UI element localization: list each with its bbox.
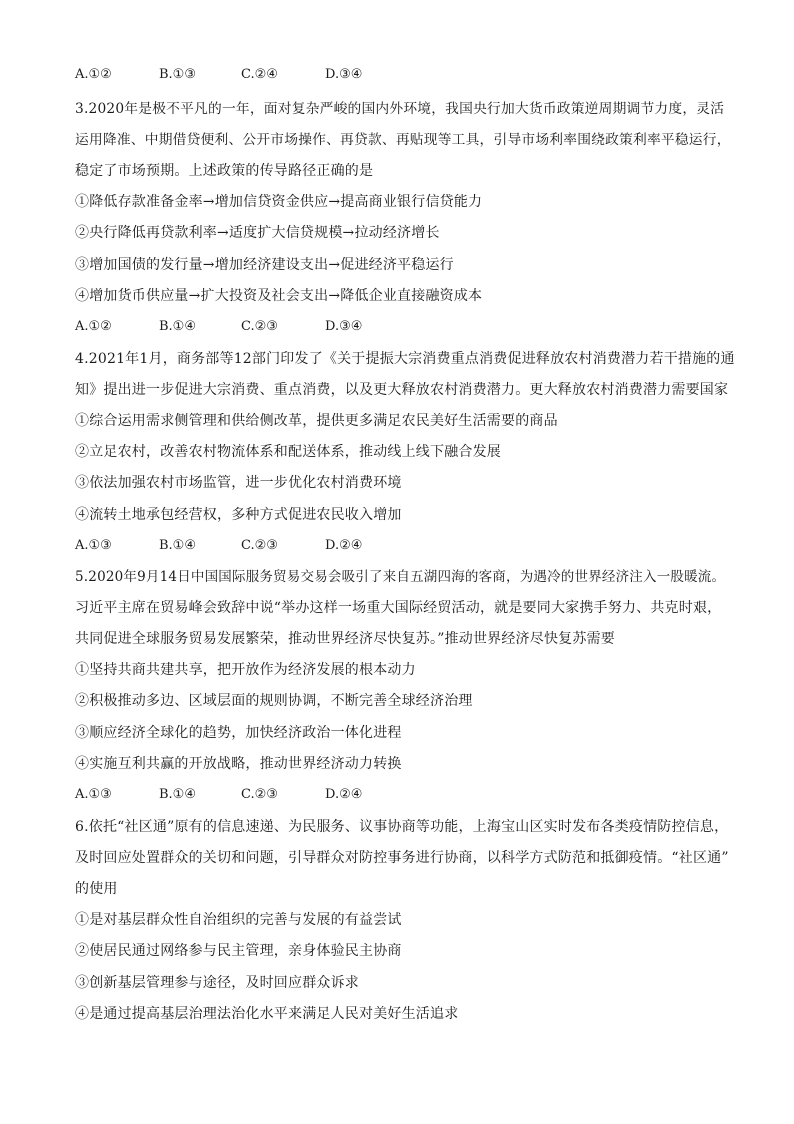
q3-stem-line-1: 3.2020年是极不平凡的一年，面对复杂严峻的国内外环境，我国央行加大货币政策逆周期调节力度，灵活 (75, 101, 725, 117)
q2-choices (75, 65, 475, 85)
q3-stem-line-2: 运用降准、中期借贷便利、公开市场操作、再贷款、再贴现等工具，引导市场利率围绕政策利率平稳运行， (75, 132, 731, 148)
q6-option-4: ④是通过提高基层治理法治化水平来满足人民对美好生活追求 (75, 1006, 459, 1022)
q3-option-1: ①降低存款准备金率→增加信贷资金供应→提高商业银行信贷能力 (75, 194, 483, 210)
q6-option-1: ①是对基层群众性自治组织的完善与发展的有益尝试 (75, 912, 402, 928)
q3-choices (75, 317, 475, 337)
q4-option-2: ②立足农村，改善农村物流体系和配送体系，推动线上线下融合发展 (75, 444, 501, 460)
q4-choice-a[interactable]: A.①③ (75, 538, 112, 553)
q6-stem-line-2: 及时回应处置群众的关切和问题，引导群众对防控事务进行协商，以科学方式防范和抵御疫情。“社区通” (75, 850, 729, 866)
q2-choice-c[interactable]: C.②④ (241, 67, 278, 82)
q4-stem-line-2: 知》提出进一步促进大宗消费、重点消费，以及更大释放农村消费潜力。更大释放农村消费潜力需要国家 (75, 382, 729, 398)
q4-choice-b[interactable]: B.①④ (159, 538, 196, 553)
q5-choice-d[interactable]: D.②④ (325, 787, 363, 802)
q6-stem-line-3: 的使用 (75, 881, 118, 897)
q5-option-3: ③顺应经济全球化的趋势，加快经济政治一体化进程 (75, 725, 402, 741)
q5-stem-line-1: 5.2020年9月14日中国国际服务贸易交易会吸引了来自五湖四海的客商，为遇冷的世界经济注入一股暖流。 (75, 569, 726, 585)
q5-choices (75, 785, 475, 805)
q5-stem-line-3: 共同促进全球服务贸易发展繁荣，推动世界经济尽快复苏。”推动世界经济尽快复苏需要 (75, 631, 615, 647)
q4-choice-d[interactable]: D.②④ (325, 538, 363, 553)
q3-option-2: ②央行降低再贷款利率→适度扩大信贷规模→拉动经济增长 (75, 225, 440, 241)
q5-choice-a[interactable]: A.①③ (75, 787, 112, 802)
q2-choice-a[interactable]: A.①② (75, 67, 112, 82)
q6-option-2: ②使居民通过网络参与民主管理，亲身体验民主协商 (75, 943, 402, 959)
q3-choice-d[interactable]: D.③④ (325, 319, 363, 334)
q3-choice-c[interactable]: C.②③ (241, 319, 278, 334)
q4-option-4: ④流转土地承包经营权，多种方式促进农民收入增加 (75, 507, 402, 523)
q6-option-3: ③创新基层管理参与途径，及时回应群众诉求 (75, 975, 359, 991)
q4-option-3: ③依法加强农村市场监管，进一步优化农村消费环境 (75, 475, 402, 491)
q5-option-2: ②积极推动多边、区域层面的规则协调，不断完善全球经济治理 (75, 693, 473, 709)
q4-choice-c[interactable]: C.②③ (241, 538, 278, 553)
q4-choices (75, 536, 475, 556)
q5-choice-c[interactable]: C.②③ (241, 787, 278, 802)
q5-choice-b[interactable]: B.①④ (159, 787, 196, 802)
q3-stem-line-3: 稳定了市场预期。上述政策的传导路径正确的是 (75, 163, 374, 179)
q2-choice-d[interactable]: D.③④ (325, 67, 363, 82)
q6-stem-line-1: 6.依托“社区通”原有的信息速递、为民服务、议事协商等功能，上海宝山区实时发布各类疫情防控信息， (75, 819, 729, 835)
q5-option-1: ①坚持共商共建共享，把开放作为经济发展的根本动力 (75, 662, 416, 678)
q5-option-4: ④实施互利共赢的开放战略，推动世界经济动力转换 (75, 756, 402, 772)
q5-stem-line-2: 习近平主席在贸易峰会致辞中说“举办这样一场重大国际经贸活动，就是要同大家携手努力、共克时艰， (75, 600, 722, 616)
q3-choice-b[interactable]: B.①④ (159, 319, 196, 334)
q4-stem-line-1: 4.2021年1月，商务部等12部门印发了《关于提振大宗消费重点消费促进释放农村消费潜力若干措施的通 (75, 351, 735, 367)
q3-choice-a[interactable]: A.①② (75, 319, 112, 334)
q2-choice-b[interactable]: B.①③ (159, 67, 196, 82)
q3-option-3: ③增加国债的发行量→增加经济建设支出→促进经济平稳运行 (75, 257, 454, 273)
q3-option-4: ④增加货币供应量→扩大投资及社会支出→降低企业直接融资成本 (75, 288, 483, 304)
q4-option-1: ①综合运用需求侧管理和供给侧改革，提供更多满足农民美好生活需要的商品 (75, 413, 558, 429)
